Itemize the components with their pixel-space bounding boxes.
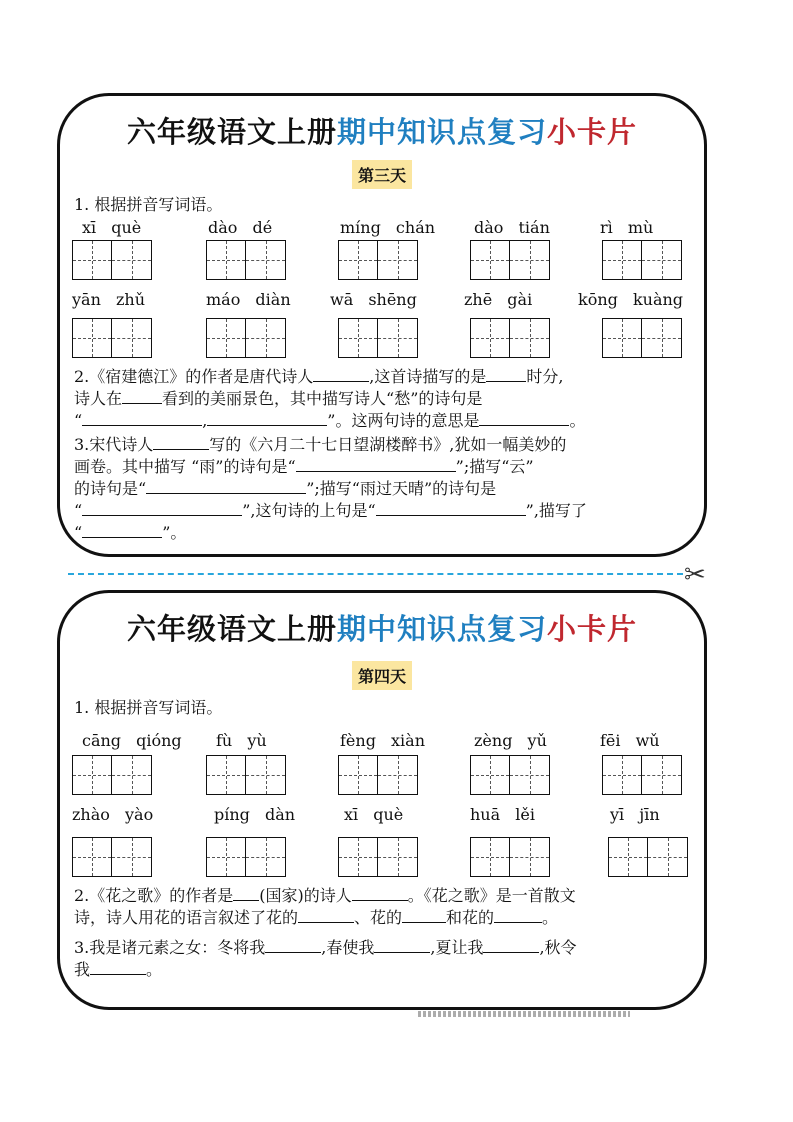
q-text: 和花的 <box>446 908 495 927</box>
pinyin: fèng xiàn <box>340 731 426 750</box>
q-text: 写的《六月二十七日望湖楼醉书》,犹如一幅美妙的 <box>209 435 567 454</box>
question-3 <box>74 434 698 544</box>
q-text: 。 <box>569 411 586 430</box>
writing-grid[interactable] <box>72 240 152 280</box>
q-text: “ <box>74 411 83 430</box>
writing-grid[interactable] <box>206 318 286 358</box>
q-text: 我 <box>74 960 91 979</box>
pinyin: zhào yào <box>72 805 154 824</box>
answer-blank[interactable] <box>298 908 354 923</box>
answer-blank[interactable] <box>296 457 456 472</box>
pinyin: xī què <box>344 805 404 824</box>
answer-blank[interactable] <box>82 501 242 516</box>
pinyin: huā lěi <box>470 805 535 824</box>
review-card-day4 <box>57 590 707 1010</box>
q-text: 2.《宿建德江》的作者是唐代诗人 <box>74 367 314 386</box>
card-title <box>60 607 704 648</box>
question-1-label: 1. 根据拼音写词语。 <box>74 195 223 214</box>
pinyin: dào dé <box>208 218 273 237</box>
writing-grid[interactable] <box>602 240 682 280</box>
title-part3: 小卡片 <box>547 612 638 646</box>
q-text: 3.宋代诗人 <box>74 435 154 454</box>
writing-grid[interactable] <box>206 755 286 795</box>
writing-grid[interactable] <box>470 318 550 358</box>
writing-grid[interactable] <box>338 755 418 795</box>
pinyin: fēi wǔ <box>600 731 660 750</box>
answer-blank[interactable] <box>207 411 327 426</box>
scissors-icon: ✂ <box>684 560 706 590</box>
writing-grid[interactable] <box>470 240 550 280</box>
pinyin: wā shēng <box>330 290 417 309</box>
q-text: 。 <box>146 960 163 979</box>
q-text: ,春使我 <box>321 938 375 957</box>
answer-blank[interactable] <box>374 938 430 953</box>
q-text: ”;描写“云” <box>455 457 534 476</box>
answer-blank[interactable] <box>313 367 369 382</box>
writing-grid[interactable] <box>206 837 286 877</box>
answer-blank[interactable] <box>402 908 446 923</box>
answer-blank[interactable] <box>146 479 306 494</box>
q-text: 看到的美丽景色，其中描写诗人“愁”的诗句是 <box>162 389 483 408</box>
answer-blank[interactable] <box>233 886 259 901</box>
review-card-day3 <box>57 93 707 557</box>
q-text: ,秋令 <box>539 938 577 957</box>
q-text: ,这首诗描写的是 <box>369 367 487 386</box>
q-text: 、花的 <box>354 908 403 927</box>
answer-blank[interactable] <box>494 908 542 923</box>
q-text: “ <box>74 501 83 520</box>
pinyin: yān zhǔ <box>72 290 146 309</box>
pinyin: máo diàn <box>206 290 291 309</box>
q-text: 诗人在 <box>74 389 123 408</box>
writing-grid[interactable] <box>602 755 682 795</box>
answer-blank[interactable] <box>122 389 162 404</box>
pinyin: kōng kuàng <box>578 290 684 309</box>
pinyin: míng chán <box>340 218 436 237</box>
q-text: ”。这两句诗的意思是 <box>327 411 480 430</box>
writing-grid[interactable] <box>470 755 550 795</box>
q-text: 。 <box>542 908 559 927</box>
writing-grid[interactable] <box>338 318 418 358</box>
q-text: , <box>202 411 208 430</box>
writing-grid[interactable] <box>72 318 152 358</box>
answer-blank[interactable] <box>486 367 526 382</box>
q-text: ”,这句诗的上句是“ <box>242 501 376 520</box>
title-part2: 期中知识点复习 <box>336 612 547 646</box>
writing-grid[interactable] <box>206 240 286 280</box>
writing-grid[interactable] <box>72 837 152 877</box>
answer-blank[interactable] <box>352 886 408 901</box>
q-text: 画卷。其中描写 “雨”的诗句是“ <box>74 457 296 476</box>
pinyin: zhē gài <box>464 290 533 309</box>
q-text: 。《花之歌》是一首散文 <box>407 886 576 905</box>
answer-blank[interactable] <box>483 938 539 953</box>
writing-grid[interactable] <box>338 240 418 280</box>
q-text: ”,描写了 <box>525 501 587 520</box>
q-text: ”;描写“雨过天晴”的诗句是 <box>306 479 497 498</box>
q-text: “ <box>74 523 83 542</box>
q-text: 时分, <box>526 367 564 386</box>
writing-grid[interactable] <box>602 318 682 358</box>
title-part3: 小卡片 <box>547 115 638 149</box>
pinyin: cāng qióng <box>82 731 182 750</box>
title-part1: 六年级语文上册 <box>126 612 337 646</box>
q-text: 的诗句是“ <box>74 479 147 498</box>
answer-blank[interactable] <box>82 523 162 538</box>
question-2 <box>74 366 698 432</box>
answer-blank[interactable] <box>153 435 209 450</box>
question-1-label: 1. 根据拼音写词语。 <box>74 698 223 717</box>
decorative-strip <box>418 1011 630 1017</box>
writing-grid[interactable] <box>72 755 152 795</box>
answer-blank[interactable] <box>82 411 202 426</box>
pinyin: dào tián <box>474 218 550 237</box>
writing-grid[interactable] <box>338 837 418 877</box>
answer-blank[interactable] <box>479 411 569 426</box>
pinyin: fù yù <box>216 731 267 750</box>
question-3 <box>74 937 698 981</box>
pinyin: rì mù <box>600 218 654 237</box>
writing-grid[interactable] <box>470 837 550 877</box>
q-text: ,夏让我 <box>430 938 484 957</box>
pinyin: zèng yǔ <box>474 731 547 750</box>
pinyin: xī què <box>82 218 142 237</box>
q-text: 诗，诗人用花的语言叙述了花的 <box>74 908 299 927</box>
q-text: 2.《花之歌》的作者是 <box>74 886 234 905</box>
answer-blank[interactable] <box>90 960 146 975</box>
day-label: 第四天 <box>352 661 412 690</box>
answer-blank[interactable] <box>376 501 526 516</box>
title-part2: 期中知识点复习 <box>336 115 547 149</box>
day-label: 第三天 <box>352 160 412 189</box>
q-text: (国家)的诗人 <box>259 886 352 905</box>
cut-line <box>68 573 683 575</box>
answer-blank[interactable] <box>265 938 321 953</box>
pinyin: yī jīn <box>610 805 660 824</box>
q-text: 3.我是诸元素之女：冬将我 <box>74 938 266 957</box>
pinyin: píng dàn <box>214 805 296 824</box>
title-part1: 六年级语文上册 <box>126 115 337 149</box>
card-title <box>60 110 704 151</box>
writing-grid[interactable] <box>608 837 688 877</box>
q-text: ”。 <box>162 523 187 542</box>
question-2 <box>74 885 698 929</box>
